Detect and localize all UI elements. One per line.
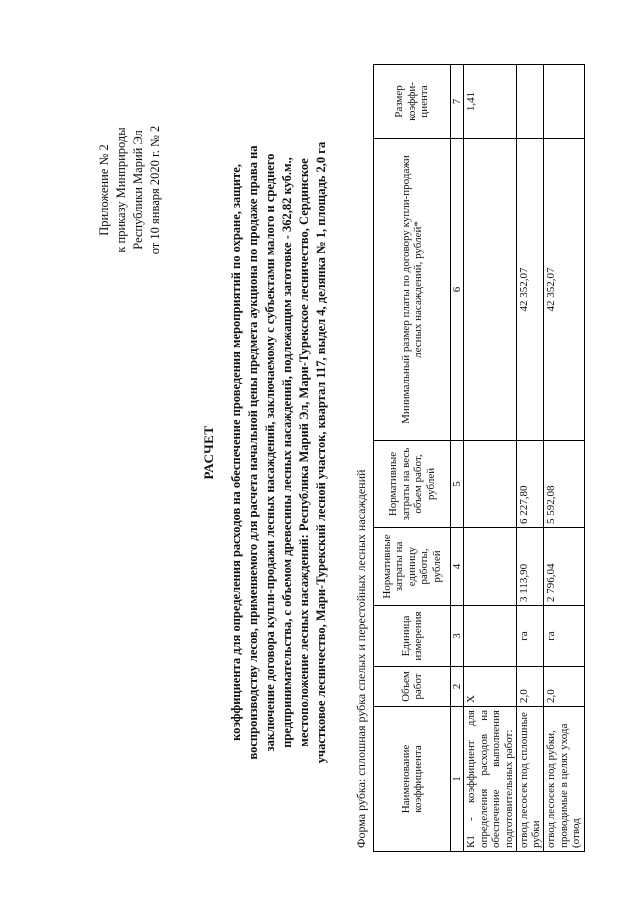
coefficient-size-cell — [544, 65, 585, 139]
document-title: РАСЧЕТ — [201, 425, 216, 480]
unit-cell — [464, 606, 517, 667]
column-number: 7 — [451, 65, 464, 139]
column-number: 4 — [451, 528, 464, 606]
cost-total-cell: 5 592,08 — [544, 441, 585, 528]
header-unit: Единица измерения — [374, 606, 451, 667]
cost-total-cell: 6 227,80 — [517, 441, 544, 528]
unit-cell: га — [544, 606, 585, 667]
column-number: 2 — [451, 667, 464, 707]
heading-line: коэффициента для определения расходов на обеспечение проведения мероприятий по охране, защите, — [229, 164, 243, 741]
cost-per-unit-cell: 3 113,90 — [517, 528, 544, 606]
coefficient-name-cell: К1 - коэффициент для определения расходов на обеспечение выполнения подготовительных работ: — [464, 707, 517, 852]
column-number-row — [451, 65, 464, 852]
work-volume-cell: X — [464, 667, 517, 707]
min-payment-cell: 42 352,07 — [544, 139, 585, 441]
heading-line: местоположение лесных насаждений: Республика Марий Эл, Мари-Турекское лесничество, Сердинское — [297, 158, 311, 747]
calculation-table — [373, 64, 585, 852]
heading-line: заключение договора купли-продажи лесных насаждений, заключаемому с субъектами малого и среднего — [263, 153, 277, 752]
appendix-line: от 10 января 2020 г. № 2 — [148, 125, 162, 255]
column-number: 1 — [451, 707, 464, 852]
table-row — [544, 65, 585, 852]
header-cost-per-unit: Нормативные затраты на единицу работы, рублей — [374, 528, 451, 606]
appendix-line: к приказу Минприроды — [114, 127, 128, 253]
header-cost-total: Нормативные затраты на весь объем работ, рублей — [374, 441, 451, 528]
felling-form-line: Форма рубка: сплошная рубка спелых и перестойных лесных насаждений — [354, 469, 368, 848]
cost-per-unit-cell: 2 796,04 — [544, 528, 585, 606]
heading-line: воспроизводству лесов, применяемого для расчета начальной цены предмета аукциона по продаже права на — [246, 145, 260, 760]
unit-cell: га — [517, 606, 544, 667]
appendix-line: Приложение № 2 — [97, 144, 111, 236]
table-row — [464, 65, 517, 852]
coefficient-name-cell: отвод лесосек под рубки, проводимые в целях ухода (отвод — [544, 707, 585, 852]
calculation-heading — [228, 25, 330, 880]
column-number: 3 — [451, 606, 464, 667]
cost-per-unit-cell — [464, 528, 517, 606]
appendix-block — [96, 115, 164, 265]
header-coefficient-name: Наименование коэффициента — [374, 707, 451, 852]
work-volume-cell: 2,0 — [517, 667, 544, 707]
header-coefficient-size: Размер коэффи-циента — [374, 65, 451, 139]
coefficient-size-cell — [517, 65, 544, 139]
cost-total-cell — [464, 441, 517, 528]
column-number: 5 — [451, 441, 464, 528]
coefficient-size-cell: 1,41 — [464, 65, 517, 139]
min-payment-cell: 42 352,07 — [517, 139, 544, 441]
heading-line: участковое лесничество, Мари-Турекский лесной участок, квартал 117, выдел 4, делянка № 1, площадь 2,0 га — [314, 141, 328, 764]
header-work-volume: Объем работ — [374, 667, 451, 707]
column-number: 6 — [451, 139, 464, 441]
header-min-payment: Минимальный размер платы по договору купли-продажи лесных насаждений, рублей* — [374, 139, 451, 441]
appendix-line: Республики Марий Эл — [131, 130, 145, 250]
table-header-row — [374, 65, 451, 852]
table-row — [517, 65, 544, 852]
work-volume-cell: 2,0 — [544, 667, 585, 707]
heading-line: предпринимательства, с объемом древесины лесных насаждений, подлежащим заготовке - 362,82 куб.м., — [280, 157, 294, 748]
coefficient-name-cell: отвод лесосек под сплошные рубки — [517, 707, 544, 852]
min-payment-cell — [464, 139, 517, 441]
